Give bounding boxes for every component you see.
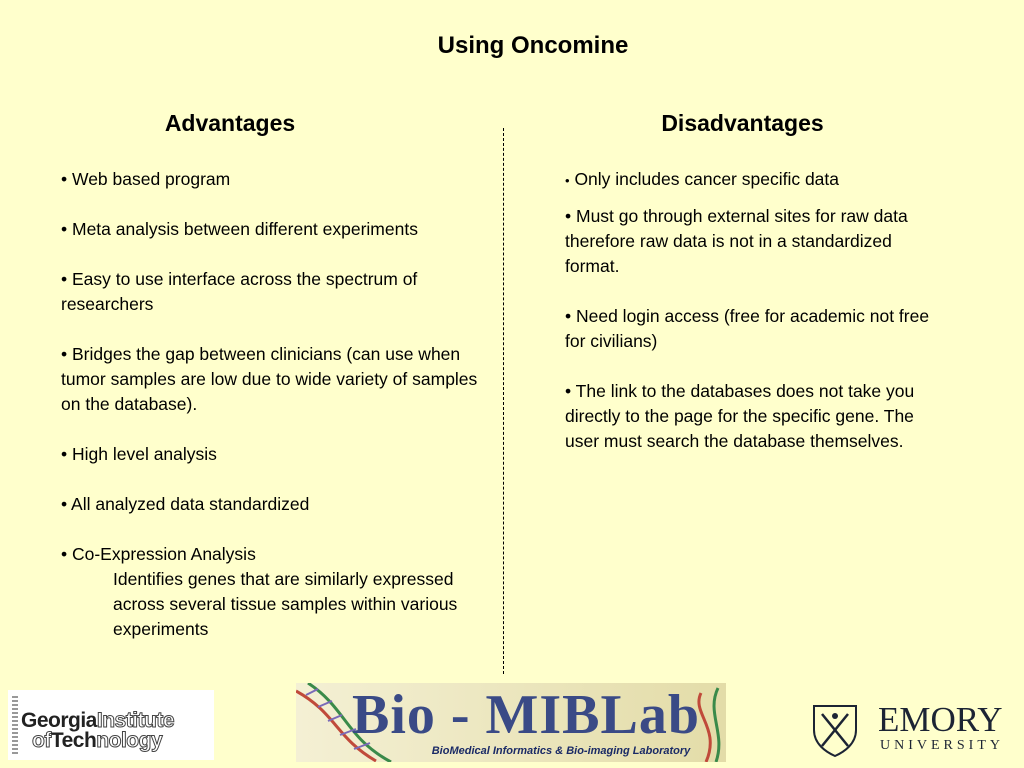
- disadvantages-heading: Disadvantages: [661, 110, 824, 136]
- advantages-heading: Advantages: [164, 110, 296, 136]
- advantage-item: • Bridges the gap between clinicians (can use when tumor samples are low due to wide variety of samples on the database).: [61, 344, 478, 414]
- bio-miblab-logo: [296, 683, 726, 762]
- disadvantage-item: • Must go through external sites for raw data therefore raw data is not in a standardized format.: [565, 206, 908, 276]
- logo-line-2: ofTechnology: [32, 729, 163, 752]
- emory-shield-icon: [810, 702, 860, 758]
- disadvantage-item: [565, 167, 930, 193]
- advantage-item: • All analyzed data standardized: [61, 494, 310, 514]
- advantage-item: • Meta analysis between different experiments: [61, 219, 418, 239]
- disadvantage-item: • The link to the databases does not take you directly to the page for the specific gene. The user must search the database themselves.: [565, 381, 915, 451]
- bullet: •: [565, 173, 570, 188]
- disadvantages-list: [565, 167, 930, 479]
- georgia-tech-logo: [8, 690, 214, 760]
- miblab-subtitle: BioMedical Informatics & Bio-imaging Laboratory: [431, 745, 691, 757]
- emory-university-logo: [806, 700, 1016, 760]
- emory-name: EMORY: [878, 700, 1003, 739]
- co-expression-detail: Identifies genes that are similarly expressed across several tissue samples within various experiments: [113, 569, 458, 639]
- slide-title: Using Oncomine: [437, 32, 629, 59]
- advantage-item: • Easy to use interface across the spectrum of researchers: [61, 269, 418, 314]
- advantage-item: • Web based program: [61, 169, 231, 189]
- advantage-item-co-expression: [61, 542, 486, 642]
- disadvantage-text: Only includes cancer specific data: [574, 169, 840, 189]
- logo-line-1: GeorgiaInstitute: [21, 709, 175, 732]
- advantages-list: [61, 167, 486, 667]
- advantage-item: • High level analysis: [61, 444, 217, 464]
- column-divider: [503, 128, 504, 674]
- logo-stripe: [12, 696, 18, 754]
- emory-university-label: UNIVERSITY: [880, 738, 1004, 753]
- disadvantage-item: • Need login access (free for academic not free for civilians): [565, 306, 930, 351]
- miblab-title: Bio - MIBLab: [351, 684, 701, 746]
- co-expression-label: • Co-Expression Analysis: [61, 544, 256, 564]
